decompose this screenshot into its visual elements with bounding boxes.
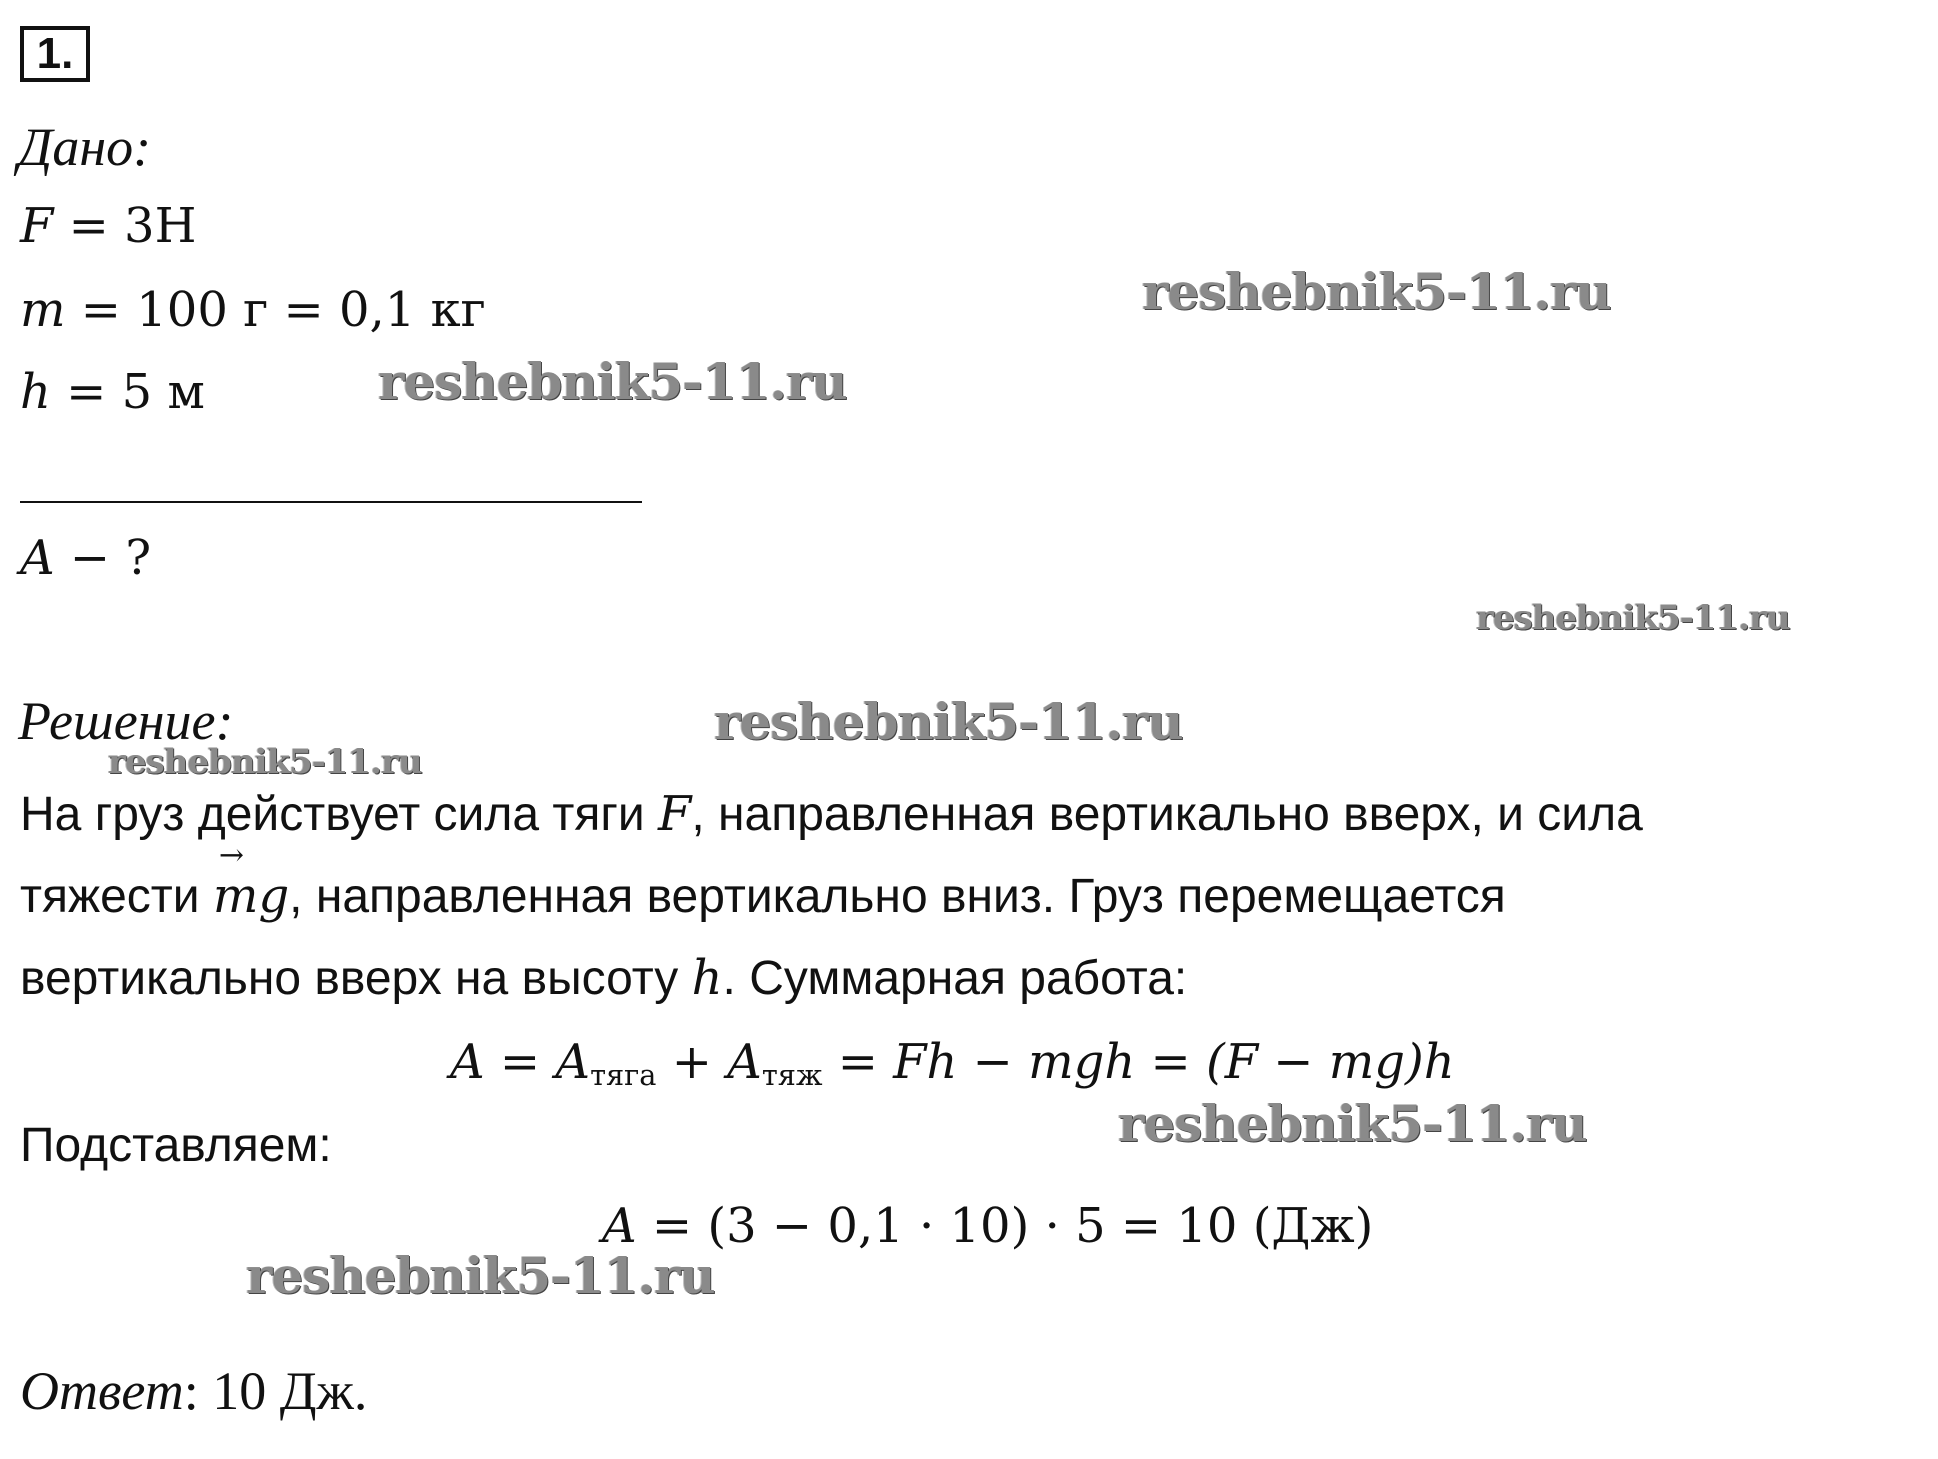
force-value: = 3Н — [53, 198, 197, 254]
p3-text-a: вертикально вверх на высоту — [20, 952, 692, 1005]
p2-var: → mg — [213, 868, 289, 924]
work-formula — [450, 1034, 1455, 1092]
solution-paragraph-line-1 — [20, 786, 1643, 842]
p1-var: F — [658, 786, 692, 842]
height-var: h — [20, 364, 51, 420]
find-question: − ? — [54, 530, 152, 586]
f-At: A — [555, 1034, 591, 1090]
solution-label: Решение: — [18, 691, 234, 751]
f-minus: − — [957, 1034, 1029, 1090]
p3-var: h — [691, 950, 723, 1006]
f-sub-tyazh: тяж — [761, 1058, 823, 1093]
find-line — [20, 530, 151, 586]
f-sub-tyaga: тяга — [590, 1058, 657, 1093]
calculation — [602, 1198, 1373, 1254]
f-Fh: Fh — [893, 1034, 958, 1090]
p1-text-a: На груз действует сила тяги — [20, 788, 659, 841]
given-mass — [20, 282, 486, 338]
answer-line — [20, 1360, 367, 1422]
given-force — [20, 198, 196, 254]
mass-value: = 100 г = 0,1 кг — [65, 282, 486, 338]
height-value: = 5 м — [50, 364, 205, 420]
mass-var: m — [20, 282, 66, 338]
solution-paragraph-line-2 — [20, 868, 1506, 924]
f-mgh: mgh — [1028, 1034, 1136, 1090]
watermark: reshebnik5-11.ru — [714, 692, 1183, 751]
p2-text-a: тяжести — [20, 870, 213, 923]
calc-rest: = (3 − 0,1 · 10) · 5 = 10 (Дж) — [636, 1198, 1374, 1254]
f-plus: + — [656, 1034, 728, 1090]
given-height — [20, 364, 205, 420]
watermark: reshebnik5-11.ru — [1142, 262, 1611, 321]
f-Aj: A — [727, 1034, 762, 1090]
watermark: reshebnik5-11.ru — [246, 1246, 715, 1305]
calc-A: A — [602, 1198, 637, 1254]
watermark: reshebnik5-11.ru — [378, 352, 847, 411]
f-eq3: = — [1135, 1034, 1207, 1090]
substitute-label: Подставляем: — [20, 1119, 332, 1172]
answer-label: Ответ — [20, 1361, 184, 1421]
given-divider — [20, 501, 642, 503]
force-var: F — [20, 198, 54, 254]
watermark: reshebnik5-11.ru — [1476, 598, 1790, 638]
f-A: A — [450, 1034, 485, 1090]
watermark: reshebnik5-11.ru — [1118, 1094, 1587, 1153]
p3-text-b: . Суммарная работа: — [722, 952, 1188, 1005]
f-paren: (F − mg)h — [1206, 1034, 1455, 1090]
f-eq1: = — [484, 1034, 556, 1090]
problem-number: 1. — [20, 26, 90, 82]
p1-text-b: , направленная вертикально вверх, и сила — [691, 788, 1643, 841]
f-eq2: = — [822, 1034, 894, 1090]
watermark: reshebnik5-11.ru — [108, 742, 422, 782]
find-var: A — [20, 530, 55, 586]
p2-text-b: , направленная вертикально вниз. Груз перемещается — [289, 870, 1506, 923]
given-label: Дано: — [18, 117, 152, 177]
solution-paragraph-line-3 — [20, 950, 1187, 1006]
answer-text: : 10 Дж. — [183, 1361, 368, 1421]
